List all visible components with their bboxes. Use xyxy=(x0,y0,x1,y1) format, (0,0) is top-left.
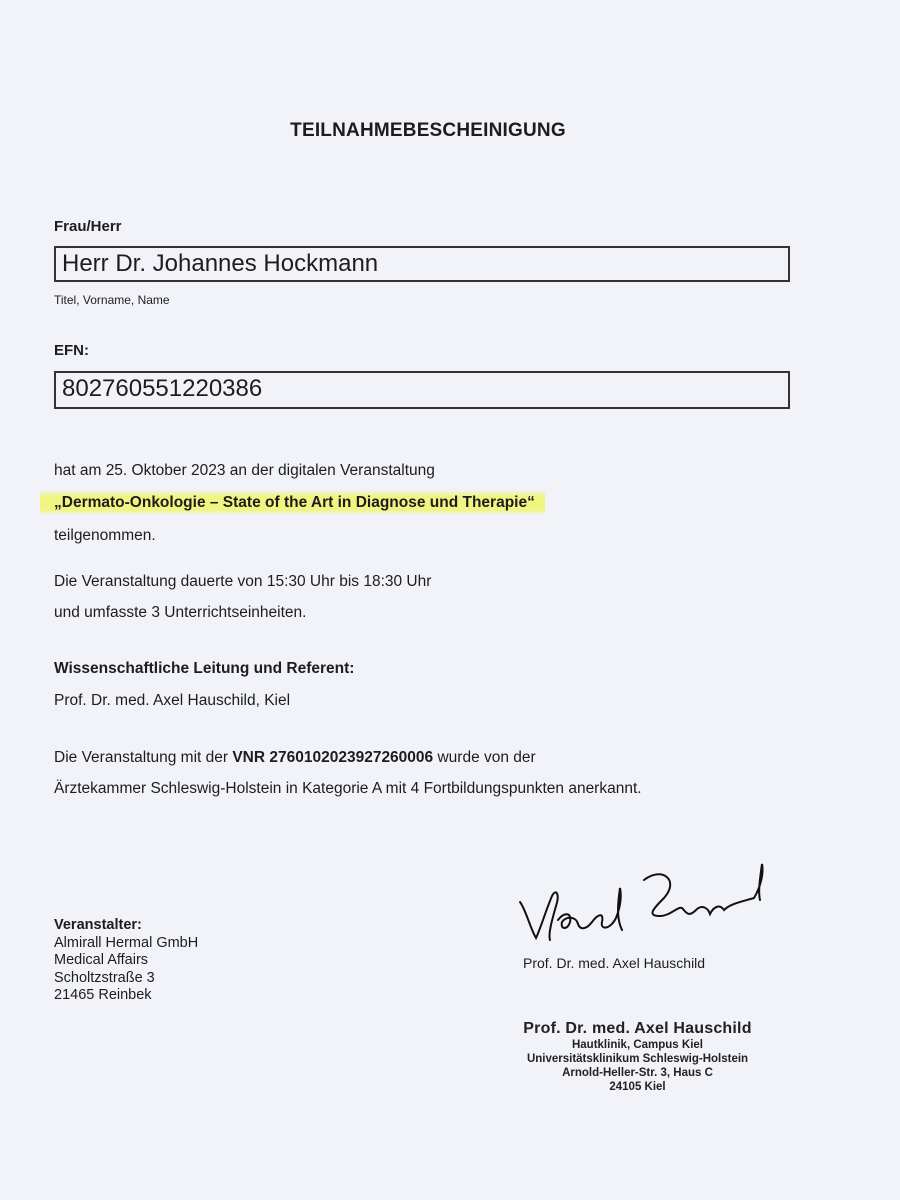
stamp-line: Prof. Dr. med. Axel Hauschild xyxy=(523,1020,752,1037)
stamp-line: 24105 Kiel xyxy=(609,1081,666,1093)
duration-line: Die Veranstaltung dauerte von 15:30 Uhr bis 18:30 Uhr xyxy=(54,573,432,590)
organizer-line: Almirall Hermal GmbH xyxy=(54,934,199,951)
event-title xyxy=(54,494,545,512)
attended-line: teilgenommen. xyxy=(54,527,156,544)
event-title-highlight: „Dermato-Onkologie – State of the Art in Diagnose und Therapie“ xyxy=(40,490,545,515)
accreditation-suffix: wurde von der xyxy=(433,749,536,766)
organizer-line: Scholtzstraße 3 xyxy=(54,969,155,986)
signature-caption: Prof. Dr. med. Axel Hauschild xyxy=(523,955,706,971)
participant-label: Frau/Herr xyxy=(54,218,122,235)
efn-field: 802760551220386 xyxy=(54,371,790,409)
accreditation-line-1 xyxy=(54,749,536,767)
vnr-number: VNR 2760102023927260006 xyxy=(232,749,434,766)
organizer-label: Veranstalter: xyxy=(54,917,142,933)
accreditation-line-2: Ärztekammer Schleswig-Holstein in Kategorie A mit 4 Fortbildungspunkten anerkannt. xyxy=(54,780,642,797)
efn-label: EFN: xyxy=(54,342,89,359)
participant-name-field: Herr Dr. Johannes Hockmann xyxy=(54,246,790,282)
accreditation-prefix: Die Veranstaltung mit der xyxy=(54,749,233,766)
leadership-value: Prof. Dr. med. Axel Hauschild, Kiel xyxy=(54,692,291,709)
leadership-label: Wissenschaftliche Leitung und Referent: xyxy=(54,660,355,677)
document-title: TEILNAHMEBESCHEINIGUNG xyxy=(290,120,566,141)
units-line: und umfasste 3 Unterrichtseinheiten. xyxy=(54,604,307,621)
organizer-line: Medical Affairs xyxy=(54,952,149,968)
organizer-line: 21465 Reinbek xyxy=(54,987,152,1003)
participant-hint: Titel, Vorname, Name xyxy=(54,293,170,307)
handwritten-signature xyxy=(512,858,774,950)
stamp-line: Universitätsklinikum Schleswig-Holstein xyxy=(526,1053,749,1065)
organizer-block xyxy=(54,917,198,1005)
attendance-line: hat am 25. Oktober 2023 an der digitalen Veranstaltung xyxy=(54,462,435,479)
stamp-line: Hautklinik, Campus Kiel xyxy=(571,1039,703,1051)
stamp-line: Arnold-Heller-Str. 3, Haus C xyxy=(562,1067,713,1079)
institution-stamp xyxy=(505,1020,770,1094)
